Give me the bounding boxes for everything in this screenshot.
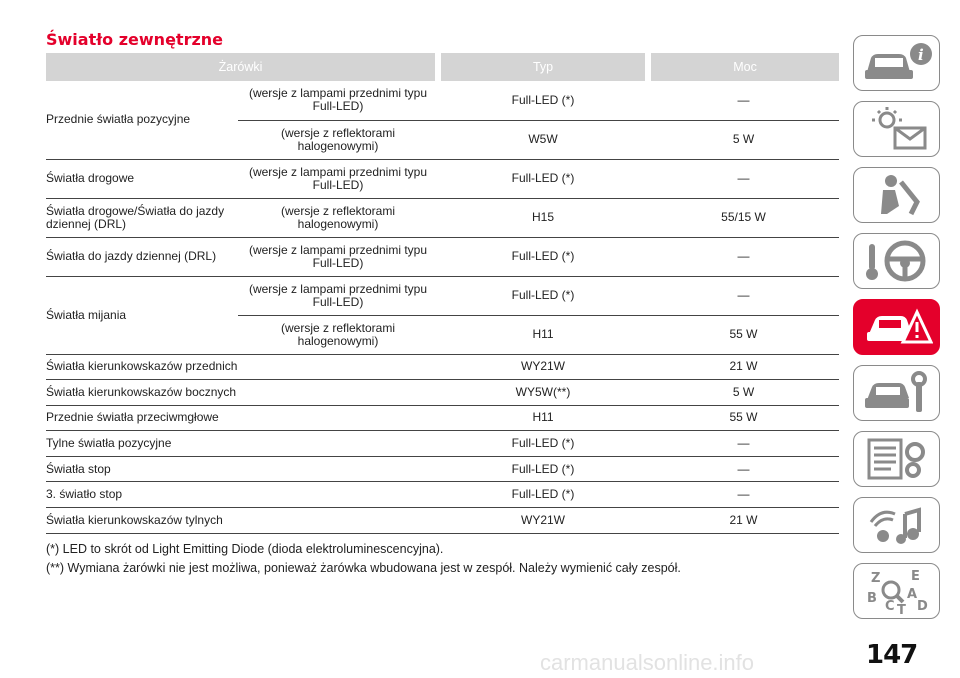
row-power: 21 W	[648, 508, 839, 534]
row-type: H11	[438, 315, 648, 354]
svg-text:C: C	[884, 599, 895, 614]
table-row	[46, 198, 839, 237]
row-power: 5 W	[648, 380, 839, 406]
row-label: Światła drogowe	[46, 159, 238, 198]
seat-airbag-icon	[861, 172, 933, 218]
row-variant: (wersje z lampami przednimi typu Full-LED)	[238, 81, 438, 120]
row-variant: (wersje z lampami przednimi typu Full-LED)	[238, 237, 438, 276]
row-label: Światła do jazdy dziennej (DRL)	[46, 237, 238, 276]
row-power: 21 W	[648, 354, 839, 380]
tab-warning-lights[interactable]	[853, 101, 940, 157]
car-maintenance-icon	[861, 370, 933, 416]
table-row	[46, 380, 839, 406]
header-power: Moc	[648, 53, 839, 81]
row-label: Przednie światła przeciwmgłowe	[46, 405, 438, 431]
table-row	[46, 276, 839, 315]
tab-emergency[interactable]	[853, 299, 940, 355]
row-power: 55/15 W	[648, 198, 839, 237]
row-variant: (wersje z lampami przednimi typu Full-LED)	[238, 159, 438, 198]
footnote-replacement: (**) Wymiana żarówki nie jest możliwa, ponieważ żarówka wbudowana jest w zespół. Należy wymienić cały zespół.	[46, 561, 681, 575]
row-variant: (wersje z reflektorami halogenowymi)	[238, 315, 438, 354]
bulbs-table	[46, 53, 839, 534]
table-row	[46, 81, 839, 120]
svg-text:B: B	[866, 591, 877, 606]
chapter-sidebar	[853, 35, 940, 629]
warning-lights-icon	[861, 106, 933, 152]
tab-seat-airbag[interactable]	[853, 167, 940, 223]
tab-multimedia[interactable]	[853, 497, 940, 553]
row-type: W5W	[438, 120, 648, 159]
row-power: —	[648, 237, 839, 276]
row-label: 3. światło stop	[46, 482, 438, 508]
row-label: Światła mijania	[46, 276, 238, 354]
header-bulbs: Żarówki	[46, 53, 438, 81]
svg-text:A: A	[906, 587, 917, 602]
row-power: 5 W	[648, 120, 839, 159]
table-row	[46, 405, 839, 431]
row-variant: (wersje z lampami przednimi typu Full-LED)	[238, 276, 438, 315]
row-power: 55 W	[648, 405, 839, 431]
car-info-icon	[861, 40, 933, 86]
row-type: WY5W(**)	[438, 380, 648, 406]
row-power: —	[648, 482, 839, 508]
table-row	[46, 482, 839, 508]
row-label: Światła drogowe/Światła do jazdy dziennej (DRL)	[46, 198, 238, 237]
index-icon	[861, 568, 933, 614]
row-power: —	[648, 81, 839, 120]
steering-wheel-icon	[861, 238, 933, 284]
table-row	[46, 508, 839, 534]
row-type: WY21W	[438, 508, 648, 534]
table-row	[46, 237, 839, 276]
row-label: Światła stop	[46, 456, 438, 482]
row-power: —	[648, 276, 839, 315]
row-variant: (wersje z reflektorami halogenowymi)	[238, 198, 438, 237]
footnotes	[46, 540, 681, 578]
tab-maintenance[interactable]	[853, 365, 940, 421]
emergency-car-icon	[861, 304, 933, 350]
technical-data-icon	[861, 436, 933, 482]
svg-text:i: i	[917, 46, 924, 64]
header-type: Typ	[438, 53, 648, 81]
tab-steering-wheel[interactable]	[853, 233, 940, 289]
table-row	[46, 431, 839, 457]
row-power: —	[648, 456, 839, 482]
svg-text:T: T	[896, 603, 906, 614]
row-type: Full-LED (*)	[438, 456, 648, 482]
row-label: Światła kierunkowskazów przednich	[46, 354, 438, 380]
row-type: H11	[438, 405, 648, 431]
row-type: Full-LED (*)	[438, 276, 648, 315]
svg-text:E: E	[910, 569, 920, 584]
row-type: Full-LED (*)	[438, 237, 648, 276]
section-title: Światło zewnętrzne	[46, 30, 224, 49]
table-row	[46, 456, 839, 482]
table-row	[46, 159, 839, 198]
tab-technical-data[interactable]	[853, 431, 940, 487]
row-power: 55 W	[648, 315, 839, 354]
svg-text:D: D	[916, 599, 928, 614]
row-type: H15	[438, 198, 648, 237]
row-variant: (wersje z reflektorami halogenowymi)	[238, 120, 438, 159]
row-type: Full-LED (*)	[438, 482, 648, 508]
row-label: Tylne światła pozycyjne	[46, 431, 438, 457]
svg-text:Z: Z	[870, 571, 880, 586]
watermark: carmanualsonline.info	[540, 650, 755, 675]
row-power: —	[648, 159, 839, 198]
tab-index[interactable]	[853, 563, 940, 619]
page-number: 147	[866, 640, 918, 670]
row-type: Full-LED (*)	[438, 431, 648, 457]
row-power: —	[648, 431, 839, 457]
table-header-row	[46, 53, 839, 81]
footnote-led: (*) LED to skrót od Light Emitting Diode (dioda elektroluminescencyjna).	[46, 542, 444, 556]
row-label: Światła kierunkowskazów tylnych	[46, 508, 438, 534]
row-label: Przednie światła pozycyjne	[46, 81, 238, 159]
row-type: Full-LED (*)	[438, 81, 648, 120]
row-type: WY21W	[438, 354, 648, 380]
multimedia-icon	[861, 502, 933, 548]
table-row	[46, 354, 839, 380]
row-label: Światła kierunkowskazów bocznych	[46, 380, 438, 406]
row-type: Full-LED (*)	[438, 159, 648, 198]
tab-car-info[interactable]	[853, 35, 940, 91]
